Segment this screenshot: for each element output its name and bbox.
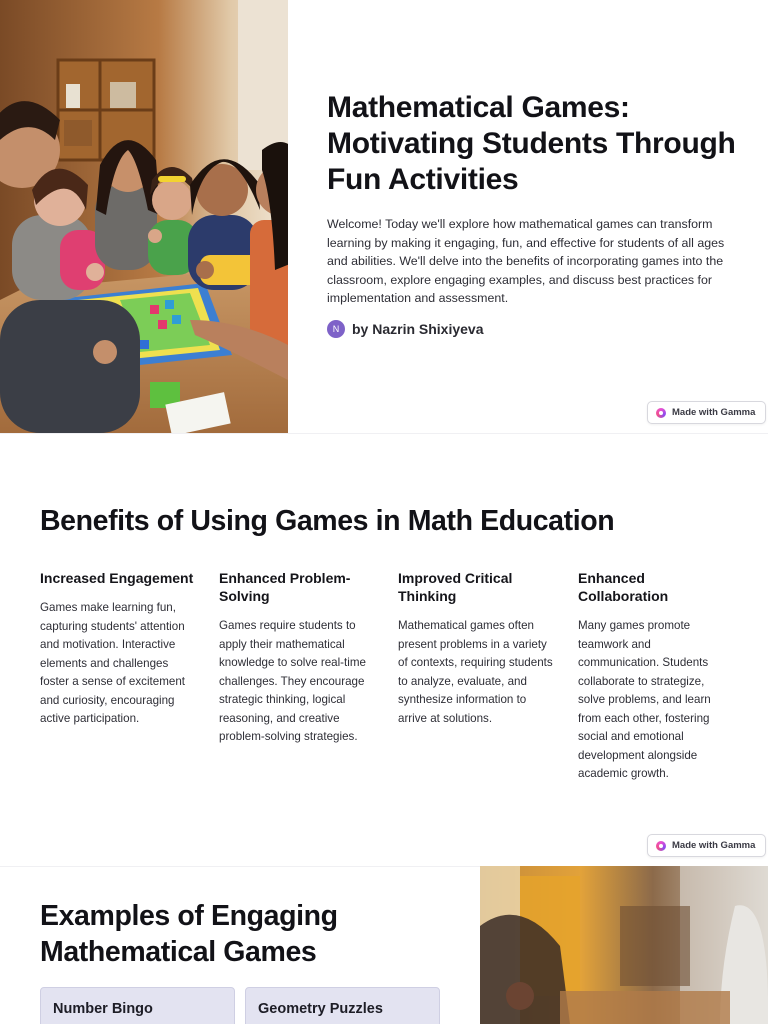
benefit-body: Mathematical games often present problems in a variety of contexts, requiring students to analyze, evaluate, and synthesize information to arrive at solutions. (398, 619, 553, 725)
gamma-logo-icon (656, 408, 666, 418)
benefits-heading: Benefits of Using Games in Math Education (40, 505, 615, 537)
benefit-title: Enhanced Problem-Solving (219, 570, 351, 604)
benefit-title: Increased Engagement (40, 570, 194, 586)
game-card (245, 987, 440, 1024)
made-with-gamma-badge[interactable] (647, 401, 766, 424)
benefit-body: Games make learning fun, capturing students' attention and motivation. Interactive elements and challenges foster a sense of excitement and curiosity, encouraging active participation. (40, 601, 185, 725)
benefit-body: Games require students to apply their mathematical knowledge to solve real-time challenges. They encourage strategic thinking, logical reasoning, and creative problem-solving strategies. (219, 619, 366, 743)
benefit-column (578, 569, 728, 784)
examples-heading: Examples of Engaging Mathematical Games (40, 900, 338, 968)
intro-paragraph: Welcome! Today we'll explore how mathematical games can transform learning by making it engaging, fun, and effective for students of all ages and abilities. We'll delve into the benefits of incorporating games into the classroom, explore engaging examples, and discuss best practices for implementation and assessment. (327, 217, 725, 305)
benefit-column (219, 569, 367, 747)
benefit-column (398, 569, 556, 728)
gamma-logo-icon (656, 841, 666, 851)
slide-title (0, 0, 768, 433)
badge-label: Made with Gamma (672, 407, 756, 418)
game-card-label: Geometry Puzzles (258, 1001, 383, 1017)
game-card (40, 987, 235, 1024)
benefit-column (40, 569, 195, 729)
classroom-students-photo (0, 0, 288, 433)
made-with-gamma-badge[interactable] (647, 834, 766, 857)
slide-title-heading: Mathematical Games: Motivating Students Through Fun Activities (327, 91, 736, 196)
benefit-body: Many games promote teamwork and communication. Students collaborate to strategize, solve problems, and learn from each other, fostering social and emotional development alongside academic growth. (578, 619, 711, 780)
classroom-game-photo (480, 866, 768, 1024)
benefit-title: Enhanced Collaboration (578, 570, 669, 604)
author-name: by Nazrin Shixiyeva (352, 321, 484, 337)
slide-divider (0, 433, 768, 434)
author-byline (327, 320, 484, 338)
game-card-label: Number Bingo (53, 1001, 153, 1017)
badge-label: Made with Gamma (672, 840, 756, 851)
benefit-title: Improved Critical Thinking (398, 570, 513, 604)
author-avatar: N (327, 320, 345, 338)
